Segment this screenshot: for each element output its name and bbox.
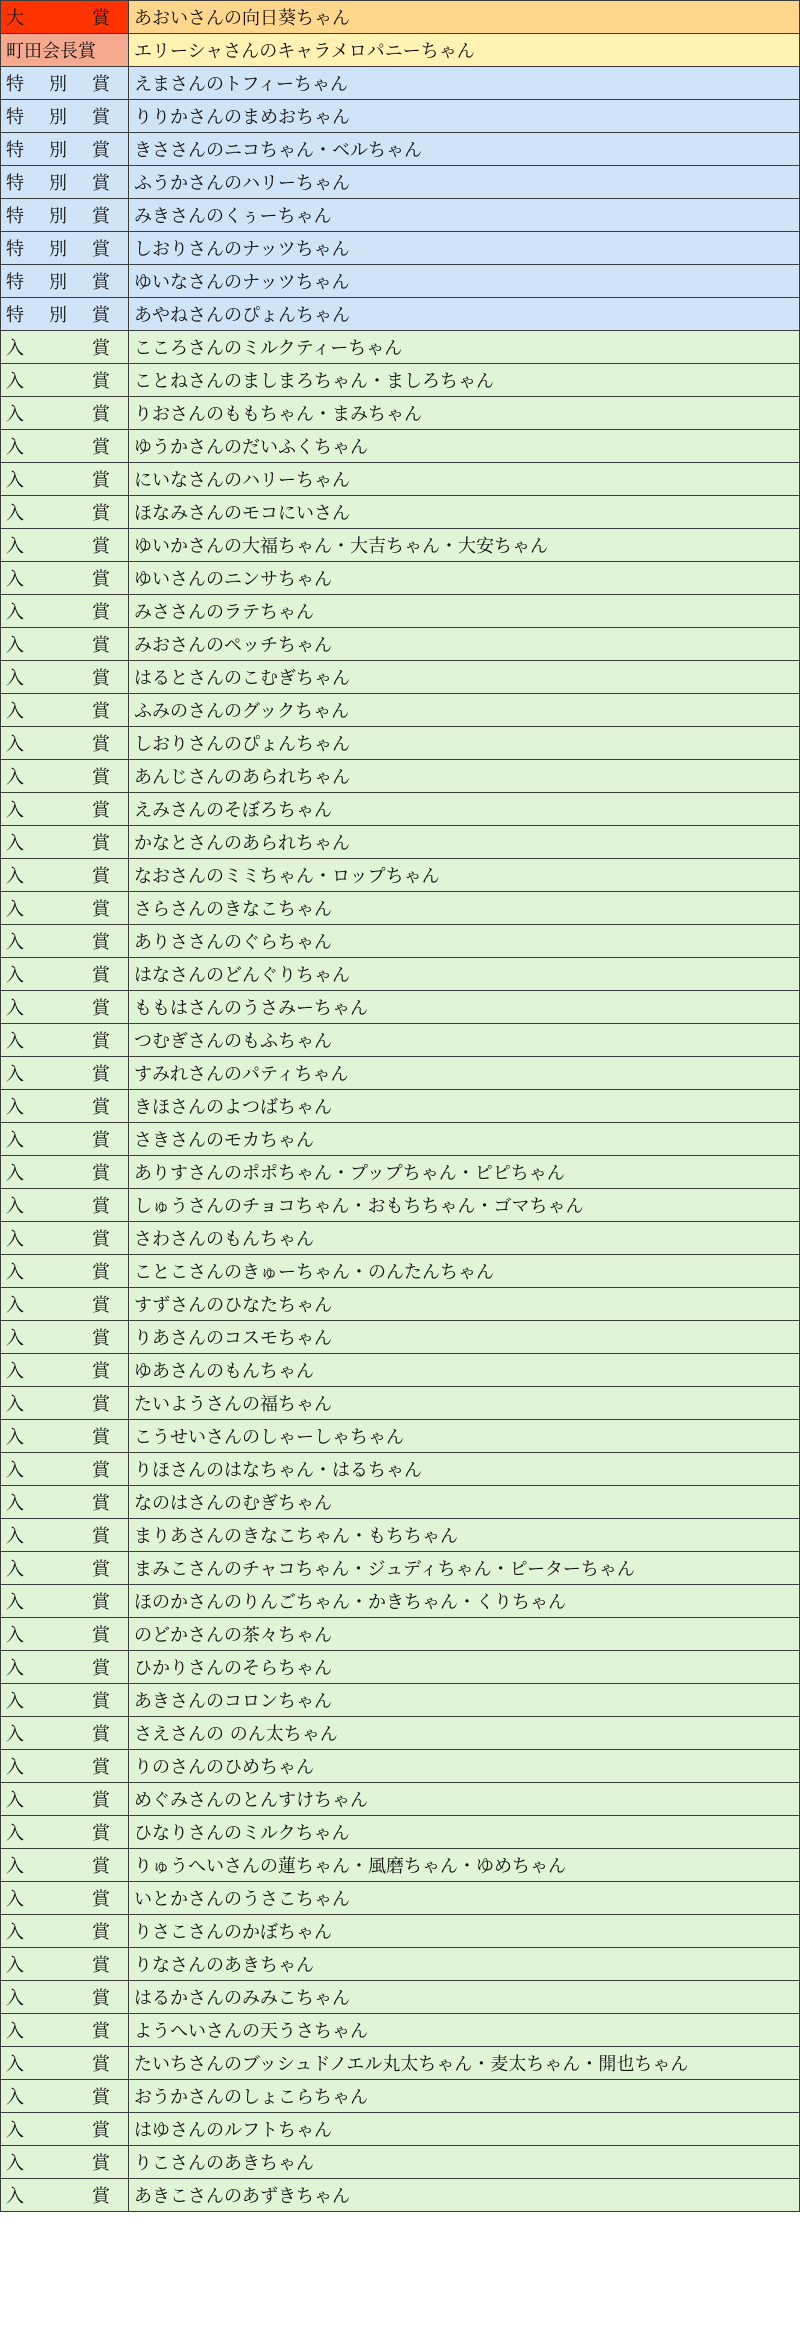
entry-cell: ほなみさんのモコにいさん [129, 496, 800, 529]
table-row [1, 562, 800, 595]
award-label: 入 賞 [6, 1064, 110, 1085]
table-row [1, 1519, 800, 1552]
award-cell [1, 1387, 129, 1420]
award-label: 入 賞 [6, 1328, 110, 1349]
award-cell [1, 1288, 129, 1321]
award-label: 入 賞 [6, 899, 110, 920]
entry-cell: おうかさんのしょこらちゃん [129, 2080, 800, 2113]
table-row [1, 2014, 800, 2047]
award-label: 特 別 賞 [6, 74, 110, 95]
award-label: 入 賞 [6, 1262, 110, 1283]
award-cell [1, 1849, 129, 1882]
table-row [1, 925, 800, 958]
award-label: 入 賞 [6, 998, 110, 1019]
table-row [1, 331, 800, 364]
award-cell [1, 430, 129, 463]
award-cell [1, 727, 129, 760]
award-cell [1, 1915, 129, 1948]
table-row [1, 1552, 800, 1585]
award-cell [1, 166, 129, 199]
award-label: 入 賞 [6, 1031, 110, 1052]
award-cell [1, 661, 129, 694]
award-label: 入 賞 [6, 965, 110, 986]
award-label: 入 賞 [6, 2087, 110, 2108]
entry-cell: さらさんのきなこちゃん [129, 892, 800, 925]
award-label: 入 賞 [6, 1922, 110, 1943]
award-cell [1, 859, 129, 892]
award-label: 入 賞 [6, 1757, 110, 1778]
table-row [1, 661, 800, 694]
entry-cell: にいなさんのハリーちゃん [129, 463, 800, 496]
award-cell [1, 1519, 129, 1552]
entry-cell: ももはさんのうさみーちゃん [129, 991, 800, 1024]
entry-cell: ゆいかさんの大福ちゃん・大吉ちゃん・大安ちゃん [129, 529, 800, 562]
entry-cell: はるとさんのこむぎちゃん [129, 661, 800, 694]
table-row [1, 1453, 800, 1486]
award-label: 入 賞 [6, 1988, 110, 2009]
award-cell [1, 67, 129, 100]
award-label: 入 賞 [6, 470, 110, 491]
table-row [1, 1255, 800, 1288]
table-row [1, 232, 800, 265]
award-cell [1, 925, 129, 958]
award-label: 特 別 賞 [6, 107, 110, 128]
entry-cell: ありささんのぐらちゃん [129, 925, 800, 958]
entry-cell: のどかさんの茶々ちゃん [129, 1618, 800, 1651]
entry-cell: ゆあさんのもんちゃん [129, 1354, 800, 1387]
entry-cell: えみさんのそぼろちゃん [129, 793, 800, 826]
award-cell [1, 2047, 129, 2080]
table-row [1, 1156, 800, 1189]
entry-cell: しおりさんのぴょんちゃん [129, 727, 800, 760]
award-label: 入 賞 [6, 1427, 110, 1448]
table-row [1, 133, 800, 166]
award-cell [1, 826, 129, 859]
award-cell [1, 595, 129, 628]
table-row [1, 1420, 800, 1453]
award-label: 入 賞 [6, 701, 110, 722]
award-cell [1, 694, 129, 727]
entry-cell: あきこさんのあずきちゃん [129, 2179, 800, 2212]
award-label: 入 賞 [6, 602, 110, 623]
award-label: 入 賞 [6, 833, 110, 854]
entry-cell: つむぎさんのもふちゃん [129, 1024, 800, 1057]
award-label: 入 賞 [6, 2054, 110, 2075]
entry-cell: ことねさんのましまろちゃん・ましろちゃん [129, 364, 800, 397]
table-row [1, 463, 800, 496]
table-row [1, 1288, 800, 1321]
award-cell [1, 1189, 129, 1222]
entry-cell: なのはさんのむぎちゃん [129, 1486, 800, 1519]
award-cell [1, 991, 129, 1024]
table-row [1, 694, 800, 727]
award-label: 入 賞 [6, 1460, 110, 1481]
award-label: 入 賞 [6, 1559, 110, 1580]
table-row [1, 1585, 800, 1618]
award-cell [1, 463, 129, 496]
table-row [1, 2047, 800, 2080]
entry-cell: はなさんのどんぐりちゃん [129, 958, 800, 991]
award-cell [1, 496, 129, 529]
entry-cell: たいようさんの福ちゃん [129, 1387, 800, 1420]
award-label: 入 賞 [6, 1526, 110, 1547]
award-cell [1, 562, 129, 595]
entry-cell: しおりさんのナッツちゃん [129, 232, 800, 265]
entry-cell: なおさんのミミちゃん・ロップちゃん [129, 859, 800, 892]
award-cell [1, 1255, 129, 1288]
award-label: 入 賞 [6, 1658, 110, 1679]
award-cell [1, 1123, 129, 1156]
award-label: 入 賞 [6, 1295, 110, 1316]
entry-cell: たいちさんのブッシュドノエル丸太ちゃん・麦太ちゃん・開也ちゃん [129, 2047, 800, 2080]
entry-cell: さきさんのモカちゃん [129, 1123, 800, 1156]
award-cell [1, 1, 129, 34]
entry-cell: りこさんのあきちゃん [129, 2146, 800, 2179]
table-row [1, 1948, 800, 1981]
award-label: 入 賞 [6, 1955, 110, 1976]
table-row [1, 1651, 800, 1684]
award-label: 入 賞 [6, 503, 110, 524]
table-row [1, 1717, 800, 1750]
award-label: 特 別 賞 [6, 140, 110, 161]
entry-cell: ほのかさんのりんごちゃん・かきちゃん・くりちゃん [129, 1585, 800, 1618]
award-cell [1, 1651, 129, 1684]
table-row [1, 166, 800, 199]
table-row [1, 364, 800, 397]
award-cell [1, 2113, 129, 2146]
table-row [1, 1750, 800, 1783]
award-label: 入 賞 [6, 569, 110, 590]
award-label: 入 賞 [6, 635, 110, 656]
table-row [1, 628, 800, 661]
table-row [1, 793, 800, 826]
award-cell [1, 2146, 129, 2179]
entry-cell: ゆいさんのニンサちゃん [129, 562, 800, 595]
table-row [1, 2179, 800, 2212]
table-row [1, 1189, 800, 1222]
award-cell [1, 1585, 129, 1618]
award-label: 入 賞 [6, 1493, 110, 1514]
table-row [1, 958, 800, 991]
entry-cell: りなさんのあきちゃん [129, 1948, 800, 1981]
award-cell [1, 133, 129, 166]
table-row [1, 595, 800, 628]
award-label: 入 賞 [6, 1229, 110, 1250]
entry-cell: かなとさんのあられちゃん [129, 826, 800, 859]
award-cell [1, 1618, 129, 1651]
table-row [1, 826, 800, 859]
award-cell [1, 1882, 129, 1915]
table-row [1, 1222, 800, 1255]
table-row [1, 2080, 800, 2113]
award-label: 入 賞 [6, 2186, 110, 2207]
entry-cell: しゅうさんのチョコちゃん・おもちちゃん・ゴマちゃん [129, 1189, 800, 1222]
table-row [1, 2113, 800, 2146]
award-cell [1, 1222, 129, 1255]
entry-cell: あきさんのコロンちゃん [129, 1684, 800, 1717]
table-row [1, 2146, 800, 2179]
award-cell [1, 232, 129, 265]
entry-cell: ゆうかさんのだいふくちゃん [129, 430, 800, 463]
table-row [1, 1123, 800, 1156]
entry-cell: すずさんのひなたちゃん [129, 1288, 800, 1321]
award-cell [1, 958, 129, 991]
table-row [1, 1321, 800, 1354]
entry-cell: りりかさんのまめおちゃん [129, 100, 800, 133]
entry-cell: すみれさんのパティちゃん [129, 1057, 800, 1090]
entry-cell: りおさんのももちゃん・まみちゃん [129, 397, 800, 430]
award-cell [1, 1321, 129, 1354]
table-row [1, 1, 800, 34]
award-cell [1, 331, 129, 364]
entry-cell: めぐみさんのとんすけちゃん [129, 1783, 800, 1816]
table-row [1, 1915, 800, 1948]
award-label: 特 別 賞 [6, 206, 110, 227]
award-label: 入 賞 [6, 437, 110, 458]
award-cell [1, 1453, 129, 1486]
award-cell [1, 1717, 129, 1750]
table-row [1, 265, 800, 298]
entry-cell: あんじさんのあられちゃん [129, 760, 800, 793]
table-row [1, 1486, 800, 1519]
table-row [1, 727, 800, 760]
entry-cell: ようへいさんの天うさちゃん [129, 2014, 800, 2047]
award-label: 入 賞 [6, 1394, 110, 1415]
award-cell [1, 397, 129, 430]
award-cell [1, 628, 129, 661]
entry-cell: ひかりさんのそらちゃん [129, 1651, 800, 1684]
award-label: 入 賞 [6, 1724, 110, 1745]
entry-cell: さわさんのもんちゃん [129, 1222, 800, 1255]
entry-cell: まりあさんのきなこちゃん・もちちゃん [129, 1519, 800, 1552]
table-row [1, 1816, 800, 1849]
entry-cell: ひなりさんのミルクちゃん [129, 1816, 800, 1849]
table-row [1, 1057, 800, 1090]
entry-cell: こころさんのミルクティーちゃん [129, 331, 800, 364]
entry-cell: ゆいなさんのナッツちゃん [129, 265, 800, 298]
award-cell [1, 34, 129, 67]
award-label: 入 賞 [6, 536, 110, 557]
entry-cell: ふうかさんのハリーちゃん [129, 166, 800, 199]
table-row [1, 1354, 800, 1387]
award-label: 入 賞 [6, 800, 110, 821]
entry-cell: はゆさんのルフトちゃん [129, 2113, 800, 2146]
entry-cell: きささんのニコちゃん・ベルちゃん [129, 133, 800, 166]
award-label: 町田会長賞 [6, 41, 96, 62]
entry-cell: はるかさんのみみこちゃん [129, 1981, 800, 2014]
award-cell [1, 1981, 129, 2014]
table-row [1, 100, 800, 133]
award-cell [1, 298, 129, 331]
award-label: 特 別 賞 [6, 305, 110, 326]
award-label: 入 賞 [6, 2120, 110, 2141]
award-cell [1, 1684, 129, 1717]
award-rows [1, 1, 800, 2212]
award-label: 入 賞 [6, 1196, 110, 1217]
award-cell [1, 2080, 129, 2113]
table-row [1, 760, 800, 793]
table-row [1, 1849, 800, 1882]
table-row [1, 199, 800, 232]
award-cell [1, 2179, 129, 2212]
table-row [1, 1684, 800, 1717]
award-cell [1, 1816, 129, 1849]
entry-cell: エリーシャさんのキャラメロパニーちゃん [129, 34, 800, 67]
award-cell [1, 1090, 129, 1123]
entry-cell: さえさんの のん太ちゃん [129, 1717, 800, 1750]
award-label: 入 賞 [6, 2153, 110, 2174]
entry-cell: ふみのさんのグックちゃん [129, 694, 800, 727]
table-row [1, 34, 800, 67]
award-cell [1, 1783, 129, 1816]
entry-cell: りほさんのはなちゃん・はるちゃん [129, 1453, 800, 1486]
table-row [1, 529, 800, 562]
award-cell [1, 892, 129, 925]
entry-cell: あおいさんの向日葵ちゃん [129, 1, 800, 34]
award-cell [1, 199, 129, 232]
entry-cell: ありすさんのポポちゃん・プップちゃん・ピピちゃん [129, 1156, 800, 1189]
award-cell [1, 1420, 129, 1453]
award-cell [1, 1156, 129, 1189]
award-label: 入 賞 [6, 2021, 110, 2042]
entry-cell: えまさんのトフィーちゃん [129, 67, 800, 100]
award-cell [1, 1552, 129, 1585]
award-label: 特 別 賞 [6, 173, 110, 194]
award-label: 入 賞 [6, 1889, 110, 1910]
entry-cell: こうせいさんのしゃーしゃちゃん [129, 1420, 800, 1453]
award-label: 大 賞 [6, 8, 110, 29]
table-row [1, 1387, 800, 1420]
award-cell [1, 1750, 129, 1783]
award-label: 入 賞 [6, 1097, 110, 1118]
award-label: 入 賞 [6, 1361, 110, 1382]
table-row [1, 859, 800, 892]
award-label: 入 賞 [6, 866, 110, 887]
entry-cell: りさこさんのかぼちゃん [129, 1915, 800, 1948]
award-cell [1, 364, 129, 397]
award-label: 入 賞 [6, 668, 110, 689]
award-cell [1, 2014, 129, 2047]
table-row [1, 1024, 800, 1057]
table-row [1, 991, 800, 1024]
award-cell [1, 1486, 129, 1519]
entry-cell: りあさんのコスモちゃん [129, 1321, 800, 1354]
award-cell [1, 1354, 129, 1387]
award-label: 入 賞 [6, 1856, 110, 1877]
table-row [1, 496, 800, 529]
table-row [1, 1090, 800, 1123]
award-label: 入 賞 [6, 404, 110, 425]
award-cell [1, 529, 129, 562]
table-row [1, 1882, 800, 1915]
table-row [1, 67, 800, 100]
entry-cell: みささんのラテちゃん [129, 595, 800, 628]
table-row [1, 1783, 800, 1816]
table-row [1, 1618, 800, 1651]
award-cell [1, 265, 129, 298]
entry-cell: りゅうへいさんの蓮ちゃん・風磨ちゃん・ゆめちゃん [129, 1849, 800, 1882]
entry-cell: りのさんのひめちゃん [129, 1750, 800, 1783]
award-label: 入 賞 [6, 338, 110, 359]
entry-cell: まみこさんのチャコちゃん・ジュディちゃん・ピーターちゃん [129, 1552, 800, 1585]
award-cell [1, 1948, 129, 1981]
table-row [1, 430, 800, 463]
table-row [1, 892, 800, 925]
entry-cell: あやねさんのぴょんちゃん [129, 298, 800, 331]
entry-cell: みおさんのペッチちゃん [129, 628, 800, 661]
table-row [1, 1981, 800, 2014]
award-label: 入 賞 [6, 371, 110, 392]
entry-cell: いとかさんのうさこちゃん [129, 1882, 800, 1915]
award-label: 入 賞 [6, 1691, 110, 1712]
award-cell [1, 1057, 129, 1090]
table-row [1, 397, 800, 430]
award-label: 入 賞 [6, 1130, 110, 1151]
award-label: 特 別 賞 [6, 272, 110, 293]
award-label: 入 賞 [6, 932, 110, 953]
award-label: 入 賞 [6, 1823, 110, 1844]
award-label: 入 賞 [6, 1790, 110, 1811]
award-label: 入 賞 [6, 1163, 110, 1184]
award-label: 入 賞 [6, 767, 110, 788]
table-row [1, 298, 800, 331]
award-label: 入 賞 [6, 1625, 110, 1646]
entry-cell: みきさんのくぅーちゃん [129, 199, 800, 232]
award-cell [1, 793, 129, 826]
entry-cell: ことこさんのきゅーちゃん・のんたんちゃん [129, 1255, 800, 1288]
award-label: 入 賞 [6, 734, 110, 755]
award-label: 入 賞 [6, 1592, 110, 1613]
entry-cell: きほさんのよつばちゃん [129, 1090, 800, 1123]
award-cell [1, 1024, 129, 1057]
award-cell [1, 760, 129, 793]
award-cell [1, 100, 129, 133]
award-label: 特 別 賞 [6, 239, 110, 260]
